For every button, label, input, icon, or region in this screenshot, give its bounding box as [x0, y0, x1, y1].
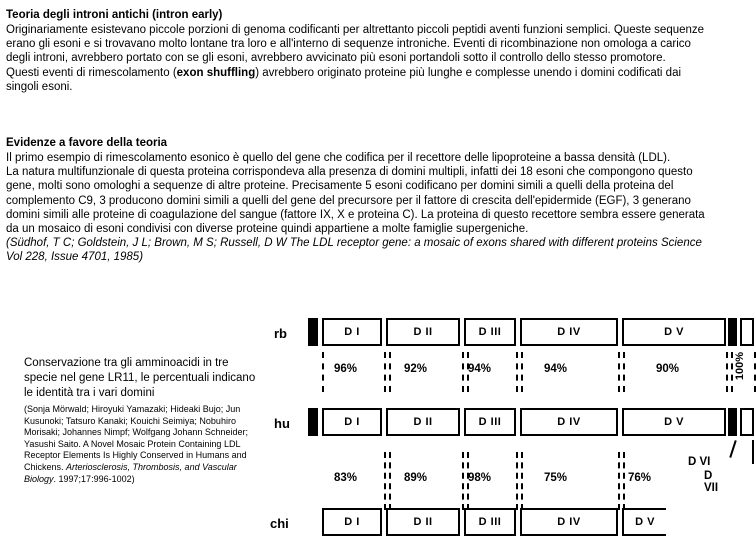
rb-domain-4: D IV — [520, 318, 618, 346]
figure-caption — [24, 356, 256, 485]
theory-paragraph-2-post: ) avrebbero originato proteine più lunghe e complesse unendo i domini codificati dai singoli esoni. — [6, 66, 682, 93]
identity-hu-chi-4: 75% — [544, 472, 568, 484]
journal-name: Arteriosclerosis, Thrombosis, and Vascular Biology — [24, 461, 237, 484]
hu-domain-3: D III — [464, 408, 516, 436]
chi-domain-3: D III — [464, 508, 516, 536]
figure-reference-post: . 1997;17:996-1002) — [53, 473, 135, 484]
gene-row-chi — [308, 508, 720, 538]
divider-rb-hu-0 — [322, 352, 324, 392]
exon-shuffling-term: exon shuffling — [176, 66, 256, 79]
hu-domain-5: D V — [622, 408, 726, 436]
dvi-pointer-line — [729, 440, 736, 458]
domain-label-dvi: D VI — [688, 456, 711, 468]
dvii-pointer-line — [752, 440, 754, 464]
rb-domain-6 — [728, 318, 737, 346]
rb-domain-7 — [740, 318, 754, 346]
divider-hu-chi-4 — [618, 452, 625, 510]
domain-label-dvii: D VII — [704, 470, 719, 494]
row-label-chi: chi — [270, 516, 289, 531]
hu-domain-2: D II — [386, 408, 460, 436]
figure-reference — [24, 404, 256, 485]
identity-rb-hu-6: 100% — [734, 352, 746, 381]
theory-paragraph-2 — [6, 66, 716, 94]
theory-paragraph-2-pre: Questi eventi di rimescolamento ( — [6, 66, 177, 79]
rb-domain-5: D V — [622, 318, 726, 346]
divider-hu-chi-3 — [516, 452, 523, 510]
identity-rb-hu-5: 90% — [656, 363, 680, 375]
lr11-domain-diagram — [270, 310, 746, 540]
hu-domain-4: D IV — [520, 408, 618, 436]
hu-signal-block — [308, 408, 318, 436]
chi-domain-2: D II — [386, 508, 460, 536]
intron-early-theory-section — [6, 8, 716, 94]
divider-rb-hu-3 — [516, 352, 523, 392]
identity-rb-hu-1: 96% — [334, 363, 358, 375]
divider-rb-hu-1 — [384, 352, 391, 392]
identity-hu-chi-3: 98% — [468, 472, 492, 484]
chi-domain-5: D V — [622, 508, 666, 536]
identity-hu-chi-5: 76% — [628, 472, 652, 484]
row-label-hu: hu — [274, 416, 290, 431]
theory-heading: Teoria degli introni antichi (intron early) — [6, 9, 223, 21]
evidence-paragraph-2: La natura multifunzionale di questa proteina corrispondeva alla presenza di domini multipli, infatti dei 18 esoni che compongono questo gene, molti sono omologhi a sequenze di altre proteine. Precisamente 5 esoni codificano per domini simili a quelli della proteina del complemento C9, 3 producono domini simili a quelli del gene del precursore per il fattore di crescita dell'epidermide (EGF), 3 generano domini simili alle proteine di coagulazione del sangue (fattore IX, X e proteina C). La proteina di questo recettore sembra essere generata da un mosaico di esoni condivisi con diverse proteine quindi appartiene a molte famiglie supergeniche. — [6, 166, 705, 236]
identity-hu-chi-1: 83% — [334, 472, 358, 484]
hu-domain-7 — [740, 408, 754, 436]
rb-signal-block — [308, 318, 318, 346]
rb-domain-3: D III — [464, 318, 516, 346]
theory-paragraph-1: Originariamente esistevano piccole porzioni di genoma codificanti per altrettanto piccoli peptidi aventi funzioni semplici. Queste sequenze erano gli esoni e si trovavano molto lontane tra loro e all'interno di sequenze introniche. Eventi di ricombinazione non omologa a carico degli introni, avrebbero portato con se gli esoni, avrebbero avvicinato più esoni portandoli sotto il controllo dello stesso promotore. — [6, 24, 705, 65]
divider-rb-hu-4 — [618, 352, 625, 392]
rb-domain-1: D I — [322, 318, 382, 346]
rb-domain-2: D II — [386, 318, 460, 346]
evidence-section — [6, 136, 716, 265]
identity-band-rb-hu — [308, 352, 746, 392]
identity-rb-hu-3: 94% — [468, 363, 492, 375]
divider-rb-hu-5 — [726, 352, 733, 392]
identity-band-hu-chi — [308, 448, 720, 486]
identity-rb-hu-4: 94% — [544, 363, 568, 375]
ldl-receptor-citation: (Südhof, T C; Goldstein, J L; Brown, M S; Russell, D W The LDL receptor gene: a mosaic of exons shared with different proteins Science Vol 228, Issue 4701, 1985) — [6, 237, 702, 264]
gene-row-hu — [308, 408, 720, 438]
row-label-rb: rb — [274, 326, 287, 341]
gene-row-rb — [308, 318, 720, 348]
figure-caption-title: Conservazione tra gli amminoacidi in tre specie nel gene LR11, le percentuali indicano le identità tra i vari domini — [24, 357, 256, 399]
evidence-heading: Evidenze a favore della teoria — [6, 137, 168, 149]
hu-domain-6 — [728, 408, 737, 436]
identity-hu-chi-2: 89% — [404, 472, 428, 484]
chi-domain-4: D IV — [520, 508, 618, 536]
hu-domain-1: D I — [322, 408, 382, 436]
evidence-paragraph-1: Il primo esempio di rimescolamento esonico è quello del gene che codifica per il recettore delle lipoproteine a bassa densità (LDL). — [6, 152, 671, 164]
divider-hu-chi-1 — [384, 452, 391, 510]
figure-reference-pre: (Sonja Mörwald; Hiroyuki Yamazaki; Hideaki Bujo; Jun Kusunoki; Tatsuro Kanaki; Kouichi Seimiya; Nobuhiro Morisaki; Johannes Nimpf; Wolfgang Johann Schneider; Yasushi Saito. A Novel Mosaic Protein Containing LDL Receptor Elements Is Highly Conserved in Humans and Chickens. — [24, 404, 248, 472]
chi-domain-1: D I — [322, 508, 382, 536]
identity-rb-hu-2: 92% — [404, 363, 428, 375]
